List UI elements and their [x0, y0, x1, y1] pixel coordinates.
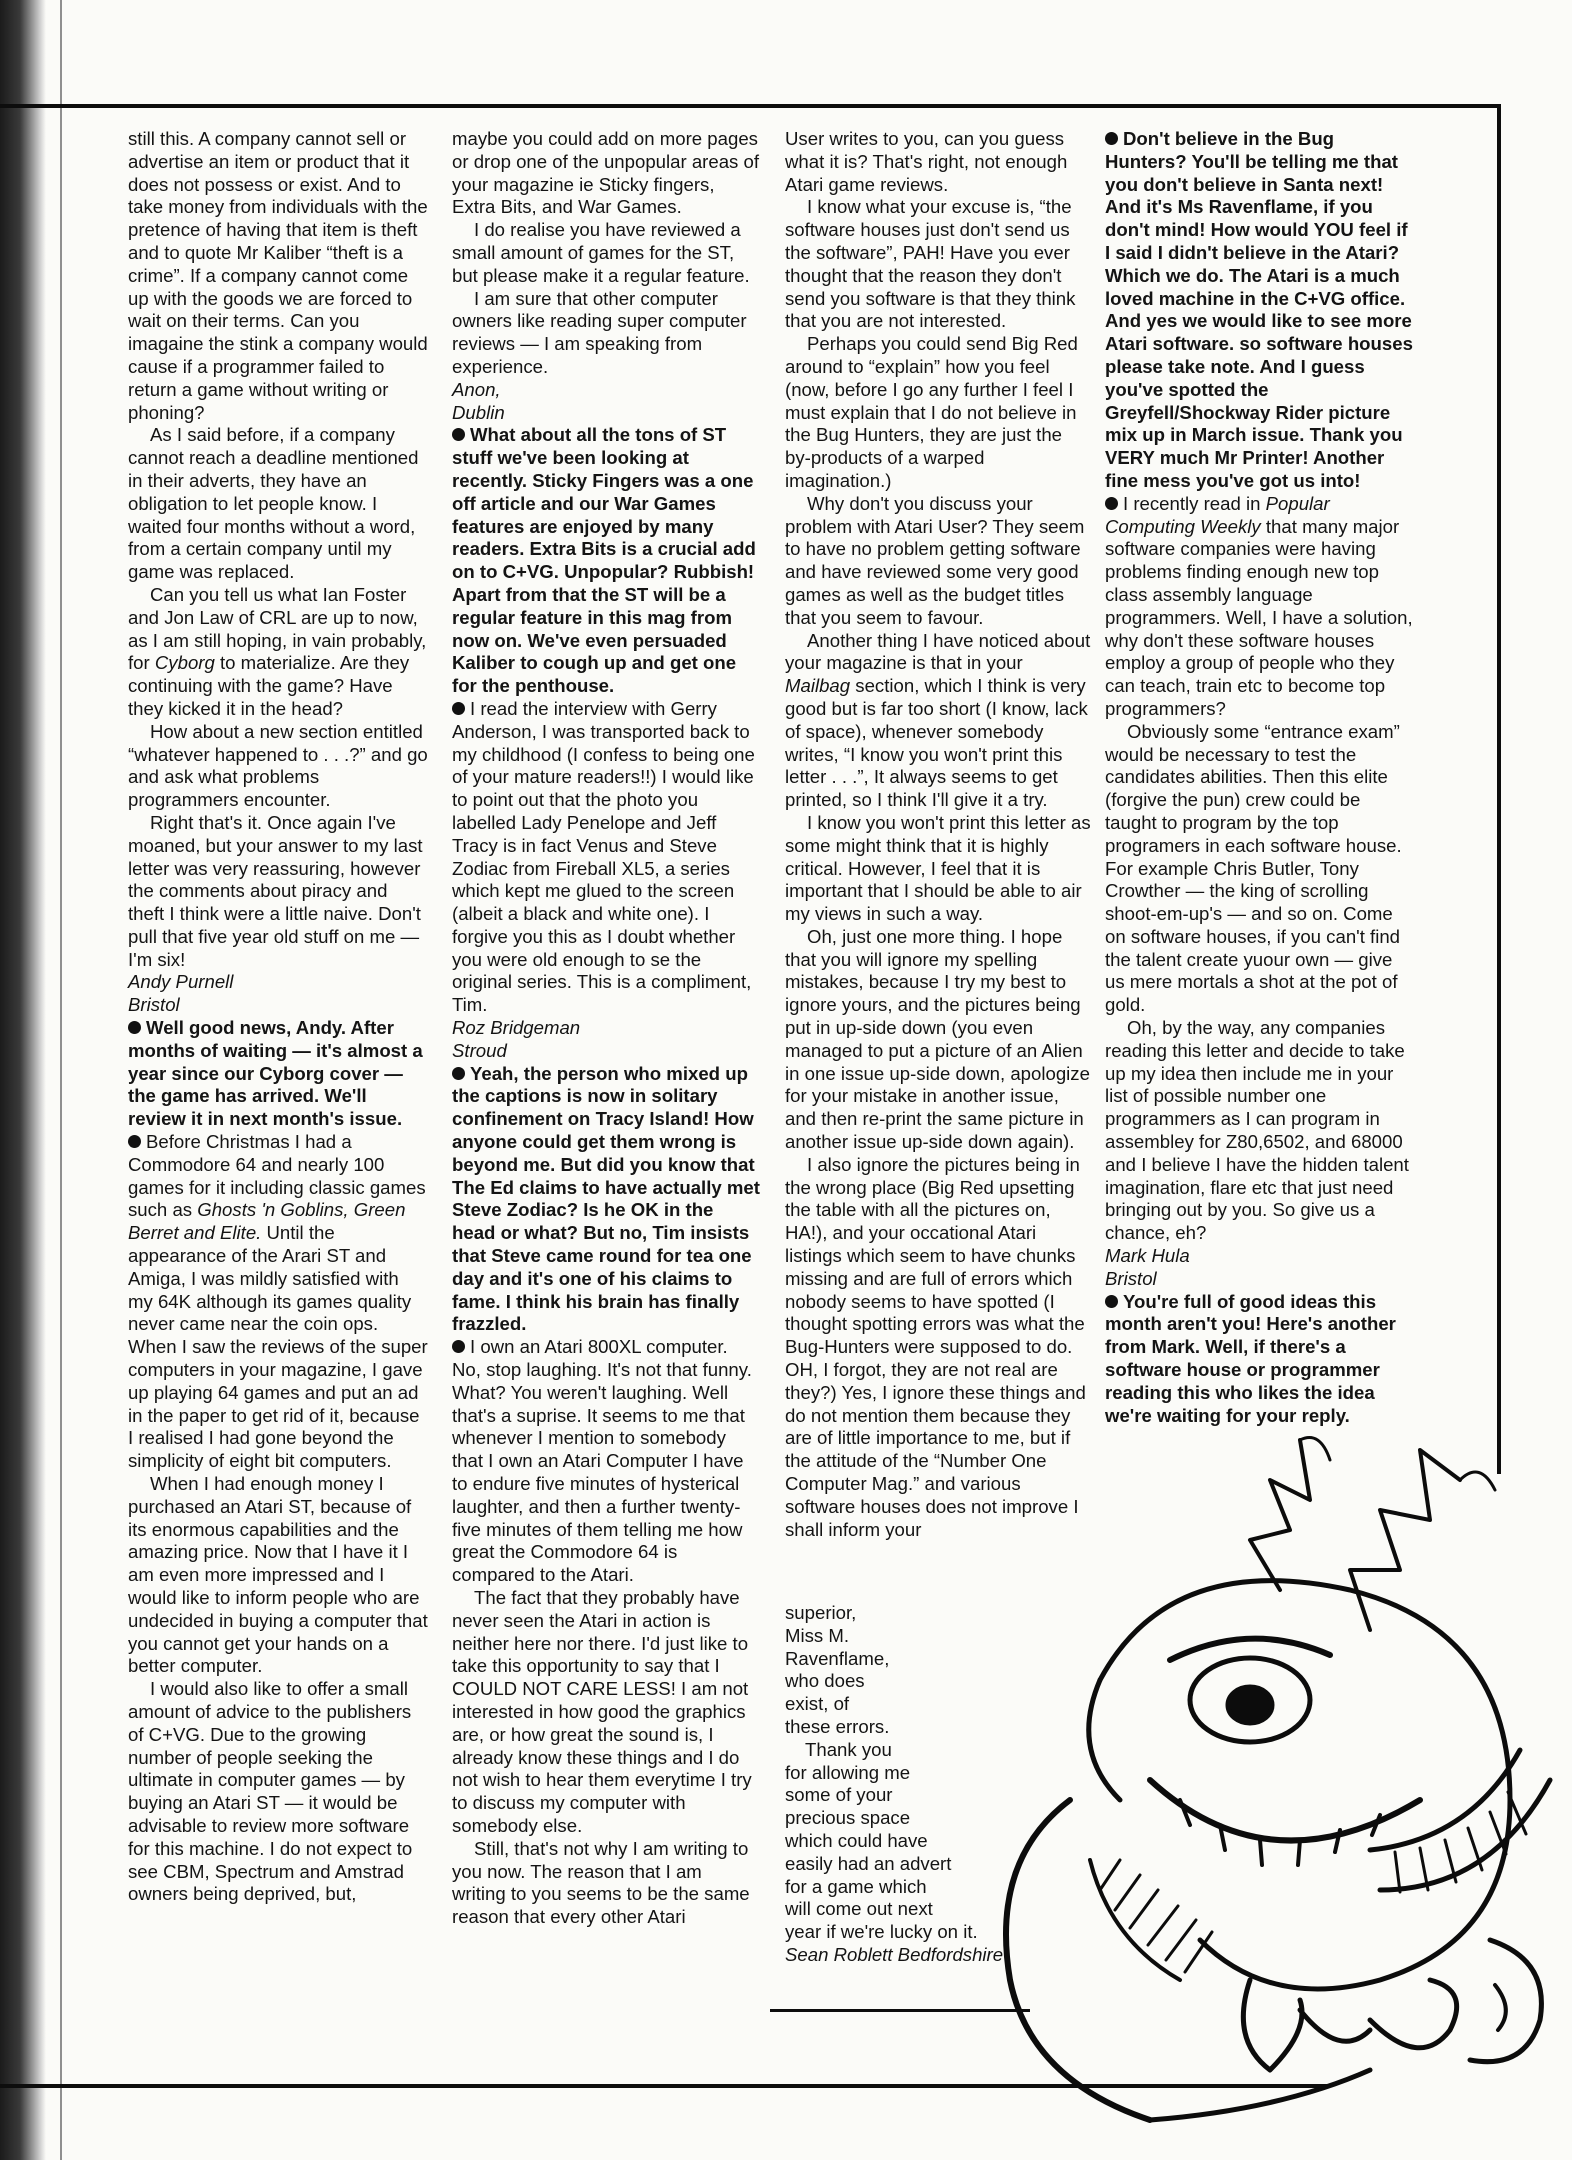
editor-reply: Well good news, Andy. After months of waiting — it's almost a year since our Cyborg cover — the game has arrived. We'll review it in next month's issue.	[128, 1017, 423, 1130]
wrap-line: superior,	[785, 1602, 857, 1623]
magazine-title: Popular Computing Weekly	[1105, 492, 1330, 537]
letter-paragraph: Still, that's not why I am writing to you now. The reason that I am writing to you seems to be the same reason that every other Atari	[452, 1837, 750, 1928]
letter-paragraph: I would also like to offer a small amount of advice to the publishers of C+VG. Due to the growing number of people seeking the ultimate in computer games — by buying an Atari ST — it would be advisable to review more software for this machine. I do not expect to see CBM, Spectrum and Amstrad owners being deprived, but,	[128, 1678, 413, 1905]
bullet-icon	[1105, 1295, 1118, 1308]
signature-place: Stroud	[452, 1039, 507, 1061]
wrap-line: easily had an advert	[785, 1852, 952, 1874]
wrap-line: exist, of	[785, 1693, 850, 1715]
signature-name: Andy Purnell	[128, 971, 234, 993]
wrap-line: year if we're lucky on it.	[785, 1921, 978, 1943]
signature-place: Bristol	[1105, 1267, 1157, 1289]
signature-place: Dublin	[452, 401, 505, 423]
right-border-rule	[1497, 104, 1501, 1474]
page-spine	[0, 0, 46, 2160]
letter-paragraph: Another thing I have noticed about your magazine is that in your Mailbag section, which I think is very good but is far too short (I know, lack of space), whenever somebody writes, “I know you won't print this letter . . .”, It always seems to get printed, so I think I'll give it a try.	[785, 629, 1091, 811]
letter-paragraph: Obviously some “entrance exam” would be necessary to test the candidates abilities. Then this elite (forgive the pun) crew could be taught to program by the top programers in each software house. For example Chris Butler, Tony Crowther — the king of scrolling shoot-em-up's — and so on. Come on software houses, if you can't find the talent create yuour own — give us mere mortals a shot at the pot of gold.	[1105, 720, 1402, 1016]
letter-paragraph: Before Christmas I had a Commodore 64 and nearly 100 games for it including classic games such as Ghosts 'n Goblins, Green Berret and Elite. Until the appearance of the Arari ST and Amiga, I was mildly satisfied with my 64K although its games quality never came near the coin ops. When I saw the reviews of the super computers in your magazine, I gave up playing 64 games and put an ad in the paper to get rid of it, because I realised I had gone beyond the simplicity of eight bit computers.	[128, 1131, 428, 1472]
letter-paragraph: still this. A company cannot sell or advertise an item or product that it does not possess or exist. And to take money from individuals with the pretence of having that item is theft and to quote Mr Kaliber “theft is a crime”. If a company cannot come up with the goods we are forced to wait on their terms. Can you imagaine the stink a company would cause if a programmer failed to return a game without writing or phoning?	[128, 128, 428, 423]
signature-name: Mark Hula	[1105, 1245, 1190, 1267]
column-2	[452, 128, 760, 2078]
wrap-line: will come out next	[785, 1898, 933, 1920]
signature-name: Sean Roblett Bedfordshire	[785, 1943, 1004, 1965]
letter-paragraph: maybe you could add on more pages or drop one of the unpopular areas of your magazine ie Sticky fingers, Extra Bits, and War Games.	[452, 128, 760, 218]
gutter-line	[60, 0, 62, 2160]
bullet-icon	[1105, 497, 1118, 510]
letter-paragraph: I read the interview with Gerry Anderson, I was transported back to my childhood (I confess to being one of your mature readers!!) I would like to point out that the photo you labelled Lady Penelope and Jeff Tracy is in fact Venus and Steve Zodiac from Fireball XL5, a series which kept me glued to the screen (albeit a black and white one). I forgive you this as I doubt whether you were old enough to se the original series. This is a compliment, Tim.	[452, 697, 755, 1016]
signature-place: Bristol	[128, 994, 180, 1016]
bullet-icon	[128, 1021, 141, 1034]
letter-paragraph: Oh, just one more thing. I hope that you will ignore my spelling mistakes, because I try my best to ignore yours, and the pictures being put in up-side down (you even managed to put a picture of an Alien in one issue up-side down, apologize for your mistake in another issue, and then re-print the same picture in another issue up-side down again).	[785, 925, 1090, 1153]
column-3-wrap	[785, 1602, 1004, 2010]
wrap-line: which could have	[785, 1829, 928, 1851]
editor-reply: What about all the tons of ST stuff we've been looking at recently. Sticky Fingers was a one off article and our War Games features are enjoyed by many readers. Extra Bits is a crucial add on to C+VG. Unpopular? Rubbish! Apart from that the ST will be a regular feature in this mag from now on. We've even persuaded Kaliber to cough up and get one for the penthouse.	[452, 424, 756, 697]
game-title: Cyborg	[154, 652, 215, 674]
wrap-line: for allowing me	[785, 1761, 911, 1783]
letter-paragraph: I recently read in Popular Computing Weekly that many major software companies were having problems finding enough new top class assembly language programmers. Well, I have a solution, why don't these software houses employ a group of people who they can teach, train etc to become top programmers?	[1105, 492, 1413, 719]
letter-paragraph: Right that's it. Once again I've moaned, but your answer to my last letter was very reassuring, however the comments about piracy and theft I think were a little naive. Don't pull that five year old stuff on me — I'm six!	[128, 811, 423, 970]
signature-name: Roz Bridgeman	[452, 1017, 581, 1039]
section-title: Mailbag	[785, 675, 851, 697]
wrap-line: Miss M.	[785, 1624, 850, 1646]
letter-paragraph: Can you tell us what Ian Foster and Jon Law of CRL are up to now, as I am still hoping, in vain probably, for Cyborg to materialize. Are they continuing with the game? Have they kicked it in the head?	[128, 583, 427, 719]
signature-name: Anon,	[452, 378, 501, 400]
letter-paragraph: User writes to you, can you guess what it is? That's right, not enough Atari game reviews.	[785, 128, 1068, 195]
column-4	[1105, 128, 1415, 1468]
editor-reply: You're full of good ideas this month aren't you! Here's another from Mark. Well, if there's a software house or programmer reading this who likes the idea we're waiting for your reply.	[1105, 1290, 1396, 1426]
letter-paragraph: I own an Atari 800XL computer. No, stop laughing. It's not that funny. What? You weren't laughing. Well that's a suprise. It seems to me that whenever I mention to somebody that I own an Atari Computer I have to endure five minutes of hysterical laughter, and then a further twenty-five minutes of them telling me how great the Commodore 64 is compared to the Atari.	[452, 1336, 752, 1586]
editor-reply: Don't believe in the Bug Hunters? You'll be telling me that you don't believe in Santa next! And it's Ms Ravenflame, if you don't mind! How would YOU feel if I said I didn't believe in the Atari? Which we do. The Atari is a much loved machine in the C+VG office. And yes we would like to see more Atari software. so software houses please take note. And I guess you've spotted the Greyfell/Shockway Rider picture mix up in March issue. Thank you VERY much Mr Printer! Another fine mess you've got us into!	[1105, 128, 1413, 491]
letter-paragraph: Perhaps you could send Big Red around to “explain” how you feel (now, before I go any further I feel I must explain that I do not believe in the Bug Hunters, they are just the by-products of a warped imagination.)	[785, 333, 1078, 491]
letter-paragraph: How about a new section entitled “whatever happened to . . .?” and go and ask what problems programmers encounter.	[128, 720, 428, 811]
bullet-icon	[452, 1340, 465, 1353]
letter-paragraph: The fact that they probably have never seen the Atari in action is neither here nor there. I'd just like to take this opportunity to say that I COULD NOT CARE LESS! I am not interested in how good the graphics are, or how great the sound is, I already know these things and I do not wish to hear them everytime I try to discuss my computer with somebody else.	[452, 1587, 752, 1836]
wrap-line: Thank you	[805, 1738, 892, 1760]
bullet-icon	[452, 702, 465, 715]
editor-reply: Yeah, the person who mixed up the captions is now in solitary confinement on Tracy Island! How anyone could get them wrong is beyond me. But did you know that The Ed claims to have actually met Steve Zodiac? Is he OK in the head or what? But no, Tim insists that Steve came round for tea one day and it's one of his claims to fame. I think his brain has finally frazzled.	[452, 1062, 760, 1335]
wrap-line: Ravenflame,	[785, 1647, 890, 1669]
letter-paragraph: I also ignore the pictures being in the wrong place (Big Red upsetting the table with all the pictures on, HA!), and your occational Atari listings which seem to have chunks missing and are full of errors which nobody seems to have spotted (I thought spotting errors was what the Bug-Hunters were supposed to do. OH, I forgot, they are not real are they?) Yes, I ignore these things and do not mention them because they are of little importance to me, but if the attitude of the “Number One Computer Mag.” and various software houses does not improve I shall inform your	[785, 1153, 1086, 1540]
wrap-line: for a game which	[785, 1875, 927, 1897]
bullet-icon	[128, 1135, 141, 1148]
bullet-icon	[1105, 132, 1118, 145]
letter-paragraph: Oh, by the way, any companies reading this letter and decide to take up my idea then include me in your list of possible number one programmers as I can program in assembley for Z80,6502, and 68000 and I believe I have the hidden talent imagination, flare etc that just need bringing out by you. So give us a chance, eh?	[1105, 1017, 1409, 1244]
bullet-icon	[452, 428, 465, 441]
column-1	[128, 128, 428, 2078]
wrap-line: who does	[785, 1670, 865, 1692]
game-titles: Ghosts 'n Goblins, Green Berret and Elite.	[128, 1199, 406, 1244]
letter-paragraph: As I said before, if a company cannot reach a deadline mentioned in their adverts, they have an obligation to let people know. I waited four months without a word, from a certain company until my game was replaced.	[128, 424, 419, 583]
wrap-line: some of your	[785, 1784, 893, 1806]
letter-paragraph: When I had enough money I purchased an Atari ST, because of its enormous capabilities and the amazing price. Now that I have it I am even more impressed and I would like to inform people who are undecided in buying a computer that you cannot get your hands on a better computer.	[128, 1473, 428, 1677]
bullet-icon	[452, 1067, 465, 1080]
letter-paragraph: I know you won't print this letter as some might think that it is highly critical. However, I feel that it is important that I should be able to air my views in such a way.	[785, 811, 1091, 925]
cartoon-illustration	[950, 1420, 1560, 2150]
letter-paragraph: I know what your excuse is, “the software houses just don't send us the software”, PAH! Have you ever thought that the reason they don't send you software is that they think that you are not interested.	[785, 196, 1076, 332]
letter-paragraph: I am sure that other computer owners like reading super computer reviews — I am speaking from experience.	[452, 287, 747, 377]
wrap-line: these errors.	[785, 1715, 890, 1737]
top-border-rule	[0, 104, 1500, 108]
column-3	[785, 128, 1091, 1598]
wrap-line: precious space	[785, 1807, 911, 1829]
letter-paragraph: Why don't you discuss your problem with Atari User? They seem to have no problem getting software and have reviewed some very good games as well as the budget titles that you seem to favour.	[785, 492, 1085, 628]
letter-paragraph: I do realise you have reviewed a small amount of games for the ST, but please make it a regular feature.	[452, 219, 750, 286]
